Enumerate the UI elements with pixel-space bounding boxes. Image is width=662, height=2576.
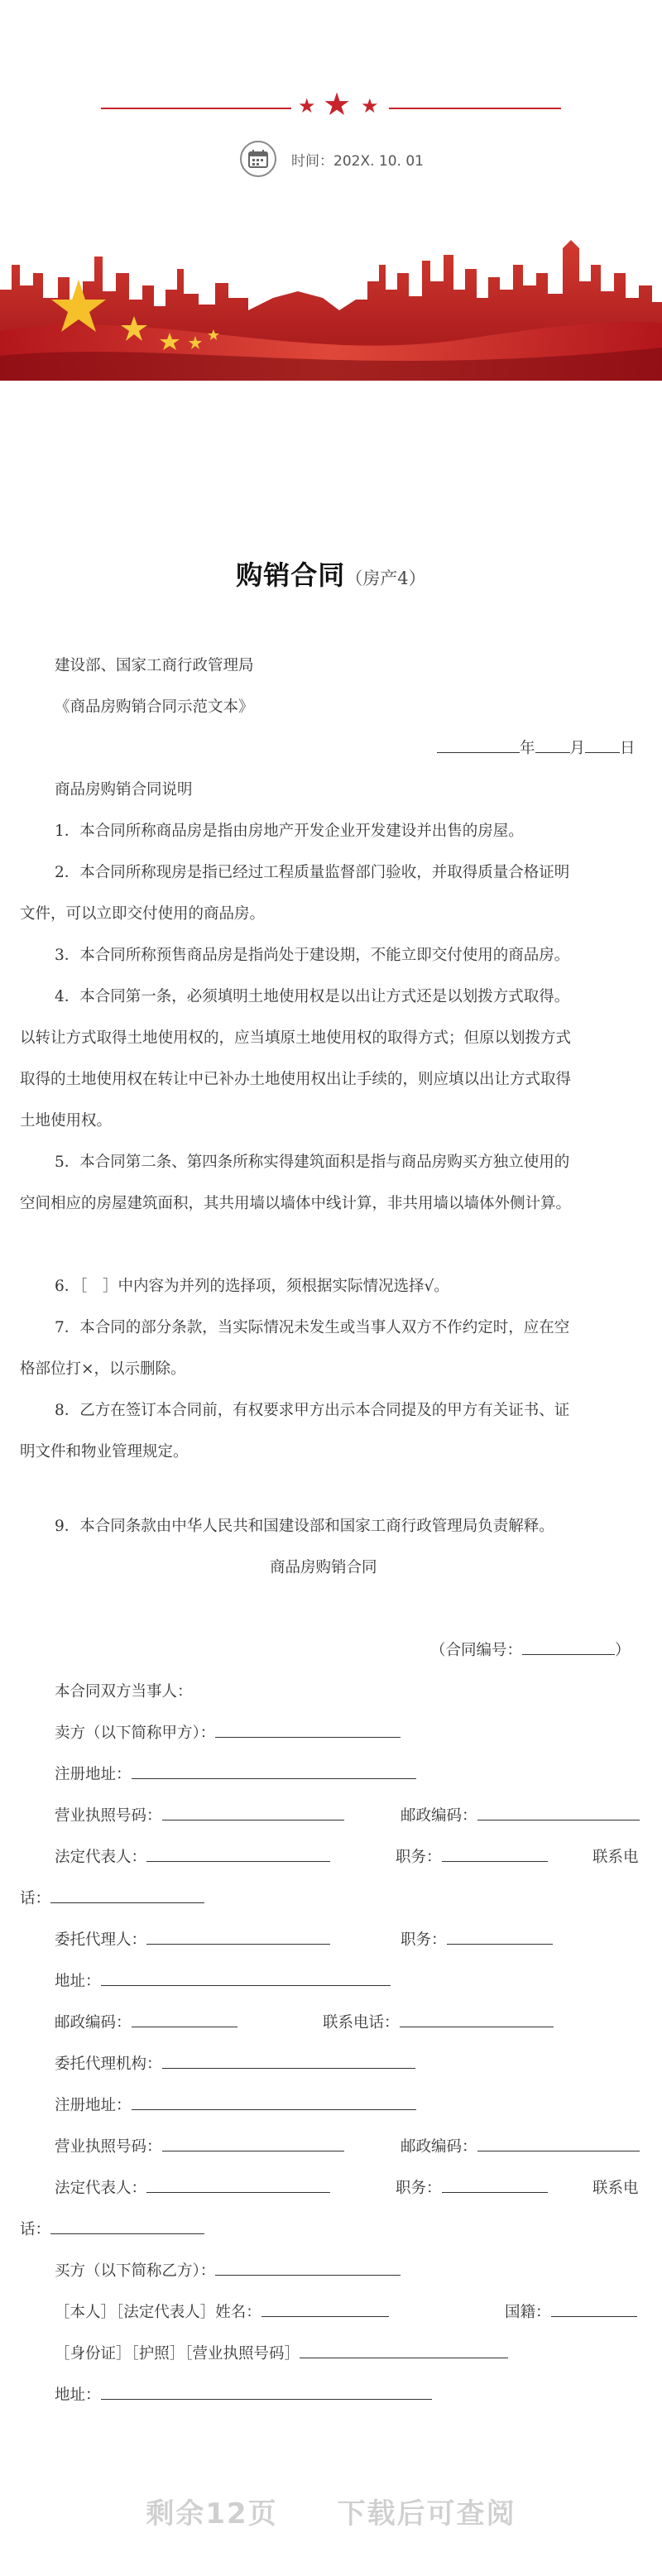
buyer-blank[interactable] <box>215 2259 401 2276</box>
agent-org-position-blank[interactable] <box>442 2176 548 2193</box>
date-fill-line: 年 月 日 <box>437 728 636 770</box>
agent-org-postcode-line: 邮政编码： <box>401 2127 640 2168</box>
seller-contact-blank[interactable] <box>50 1887 204 1903</box>
note-4a: 4．本合同第一条，必须填明土地使用权是以出让方式还是以划拨方式取得。 <box>55 988 570 1005</box>
agent-org-license-blank[interactable] <box>162 2135 344 2151</box>
issuer-line: 建设部、国家工商行政管理局 <box>55 657 254 674</box>
note-9: 9．本合同条款由中华人民共和国建设部和国家工商行政管理局负责解释。 <box>55 1518 554 1535</box>
agent-org-contact-blank[interactable] <box>50 2218 204 2234</box>
note-7a: 7．本合同的部分条款，当实际情况未发生或当事人双方不作约定时，应在空 <box>55 1319 570 1336</box>
seller-blank[interactable] <box>215 1721 401 1738</box>
day-blank <box>585 736 620 753</box>
small-star-icon: ★ <box>298 94 316 118</box>
buyer-name-line: ［本人］［法定代表人］姓名： <box>55 2292 389 2334</box>
skyline-banner <box>0 240 662 381</box>
agent-org-line: 委托代理机构： <box>55 2044 415 2085</box>
seller-legal-rep-line: 法定代表人： <box>55 1837 330 1878</box>
calendar-icon <box>240 141 276 177</box>
note-4c: 取得的土地使用权在转让中已补办土地使用权出让手续的，则应填以出让方式取得 <box>20 1071 572 1088</box>
agent-org-reg-addr-line: 注册地址： <box>55 2085 416 2127</box>
note-6: 6．［ ］中内容为并列的选择项，须根据实际情况选择√。 <box>55 1278 449 1295</box>
large-star-icon: ★ <box>323 86 352 122</box>
note-4d: 土地使用权。 <box>20 1112 113 1130</box>
title-main: 购销合同 <box>236 559 346 591</box>
seller-agent-position-line: 职务： <box>401 1920 553 1961</box>
seller-position-blank[interactable] <box>442 1845 548 1862</box>
seller-license-line: 营业执照号码： <box>55 1796 344 1837</box>
date-row <box>240 141 424 177</box>
note-5b: 空间相应的房屋建筑面积，其共用墙以墙体中线计算，非共用墙以墙体外侧计算。 <box>20 1195 572 1212</box>
seller-postcode-line: 邮政编码： <box>401 1796 640 1837</box>
parties-line: 本合同双方当事人： <box>55 1683 193 1701</box>
note-4b: 以转让方式取得土地使用权的，应当填原土地使用权的取得方式；但原以划拨方式 <box>20 1029 572 1047</box>
agent-org-reg-addr-blank[interactable] <box>132 2094 416 2110</box>
note-2a: 2．本合同所称现房是指已经过工程质量监督部门验收，并取得质量合格证明 <box>55 864 570 881</box>
buyer-address-line: 地址： <box>55 2375 432 2416</box>
seller-reg-addr-line: 注册地址： <box>55 1754 416 1796</box>
note-8b: 明文件和物业管理规定。 <box>20 1443 189 1461</box>
seller-agent-phone-line: 联系电话： <box>323 2003 554 2044</box>
agent-org-license-line: 营业执照号码： <box>55 2127 344 2168</box>
date-label: 时间：202X. 10. 01 <box>291 152 424 170</box>
text-name-line: 《商品房购销合同示范文本》 <box>55 698 254 716</box>
seller-agent-postcode-line: 邮政编码： <box>55 2003 237 2044</box>
seller-postcode-blank[interactable] <box>477 1804 640 1820</box>
notes-heading: 商品房购销合同说明 <box>55 781 193 799</box>
month-blank <box>535 736 570 753</box>
header-line-left <box>101 108 291 109</box>
seller-line: 卖方（以下简称甲方）： <box>55 1713 401 1754</box>
contract-number-line: （合同编号： ） <box>430 1630 631 1672</box>
seller-position-line: 职务： <box>396 1837 548 1878</box>
buyer-id-line: ［身份证］［护照］［营业执照号码］ <box>55 2334 508 2375</box>
contract-heading: 商品房购销合同 <box>270 1559 377 1576</box>
seller-contact-a: 联系电 <box>592 1849 639 1866</box>
agent-org-blank[interactable] <box>162 2052 415 2069</box>
contract-number-blank[interactable] <box>522 1638 615 1655</box>
buyer-address-blank[interactable] <box>101 2383 432 2400</box>
title-sub: （房产4） <box>345 568 426 588</box>
seller-reg-addr-blank[interactable] <box>132 1763 416 1779</box>
seller-agent-blank[interactable] <box>146 1928 330 1945</box>
header-line-right <box>389 108 561 109</box>
seller-contact-line: 话： <box>20 1878 204 1920</box>
seller-agent-postcode-blank[interactable] <box>132 2011 237 2027</box>
agent-org-postcode-blank[interactable] <box>477 2135 640 2151</box>
note-5a: 5．本合同第二条、第四条所称实得建筑面积是指与商品房购买方独立使用的 <box>55 1154 570 1171</box>
seller-agent-phone-blank[interactable] <box>400 2011 554 2027</box>
agent-org-legal-rep-blank[interactable] <box>146 2176 330 2193</box>
buyer-line: 买方（以下简称乙方）： <box>55 2251 401 2292</box>
seller-agent-line: 委托代理人： <box>55 1920 330 1961</box>
seller-license-blank[interactable] <box>162 1804 344 1820</box>
agent-org-legal-rep-line: 法定代表人： <box>55 2168 330 2209</box>
seller-legal-rep-blank[interactable] <box>146 1845 330 1862</box>
small-star-icon: ★ <box>361 94 379 118</box>
buyer-id-blank[interactable] <box>300 2342 508 2358</box>
agent-org-contact-a: 联系电 <box>592 2180 639 2197</box>
seller-address-blank[interactable] <box>101 1969 391 1986</box>
note-8a: 8．乙方在签订本合同前，有权要求甲方出示本合同提及的甲方有关证书、证 <box>55 1402 570 1419</box>
note-7b: 格部位打×，以示删除。 <box>20 1360 186 1378</box>
remaining-pages-notice[interactable]: 剩余12页 下载后可查阅 <box>146 2497 516 2530</box>
note-3: 3．本合同所称预售商品房是指尚处于建设期，不能立即交付使用的商品房。 <box>55 947 570 964</box>
buyer-nationality-blank[interactable] <box>551 2300 637 2317</box>
year-blank <box>437 736 520 753</box>
agent-org-contact-line: 话： <box>20 2209 204 2251</box>
note-1: 1．本合同所称商品房是指由房地产开发企业开发建设并出售的房屋。 <box>55 823 524 840</box>
note-2b: 文件，可以立即交付使用的商品房。 <box>20 905 266 923</box>
seller-agent-position-blank[interactable] <box>447 1928 553 1945</box>
document-title <box>0 554 662 592</box>
buyer-nationality-line: 国籍： <box>505 2292 637 2334</box>
buyer-name-blank[interactable] <box>261 2300 389 2317</box>
seller-address-line: 地址： <box>55 1961 391 2003</box>
agent-org-position-line: 职务： <box>396 2168 548 2209</box>
